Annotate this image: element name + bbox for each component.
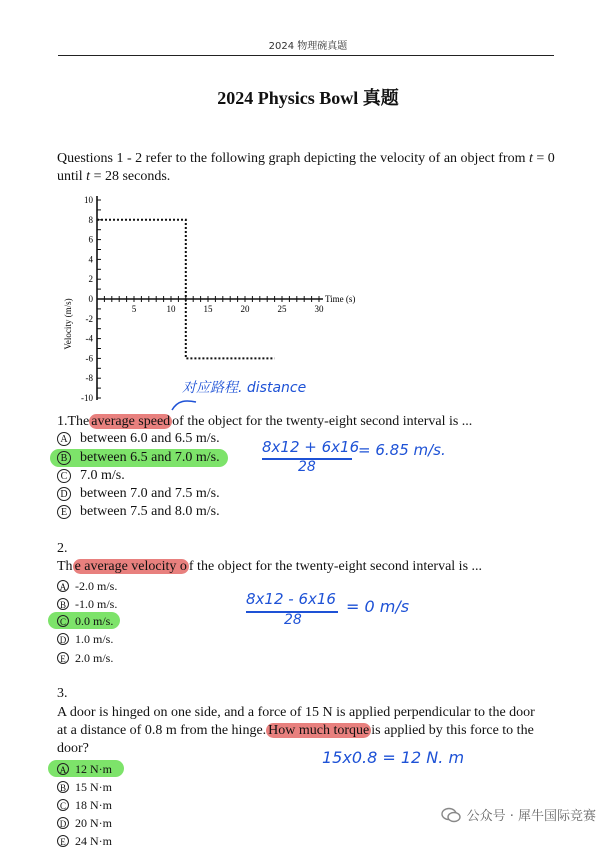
q1-stem: 1.The average speed of the object for the twenty-eight second interval is ... xyxy=(57,413,472,431)
chart-y-tick-label: 8 xyxy=(89,215,94,225)
q3-line3: door? xyxy=(57,740,89,758)
chart-x-tick-label: 20 xyxy=(241,304,251,314)
q1-option-a[interactable]: A between 6.0 and 6.5 m/s. xyxy=(57,430,220,448)
chart-xlabel: Time (s) xyxy=(325,294,355,304)
chart-y-tick-label: 4 xyxy=(89,254,94,264)
chart-y-tick-label: 6 xyxy=(89,235,94,245)
q2-work-result: = 0 m/s xyxy=(346,597,409,616)
q2-highlight: e average velocity o xyxy=(73,559,189,574)
chart-y-tick-label: -4 xyxy=(86,334,94,344)
q3-number: 3. xyxy=(57,685,68,703)
page-title: 2024 Physics Bowl 真题 xyxy=(0,84,616,110)
chart-ylabel: Velocity (m/s) xyxy=(63,298,73,349)
header-divider xyxy=(58,55,554,56)
q2-option-a[interactable]: A -2.0 m/s. xyxy=(57,577,117,595)
q3-line2: at a distance of 0.8 m from the hinge. How much torque is applied by this force to the xyxy=(57,722,534,740)
page-header: 2024 物理碗真题 xyxy=(0,37,616,52)
chart-x-tick-label: 10 xyxy=(167,304,177,314)
chart-x-tick-label: 25 xyxy=(278,304,288,314)
q1-option-b[interactable]: B between 6.5 and 7.0 m/s. xyxy=(57,449,220,467)
chart-y-tick-label: -10 xyxy=(81,393,93,403)
q3-work: 15x0.8 = 12 N. m xyxy=(322,748,464,767)
q2-stem: Th e average velocity o f the object for the twenty-eight second interval is ... xyxy=(57,558,482,576)
chart-y-tick-label: 2 xyxy=(89,274,94,284)
q3-line1: A door is hinged on one side, and a force of 15 N is applied perpendicular to the door xyxy=(57,704,535,722)
q1-option-e[interactable]: E between 7.5 and 8.0 m/s. xyxy=(57,503,220,521)
q1-option-c[interactable]: C 7.0 m/s. xyxy=(57,467,125,485)
q2-work-denominator: 28 xyxy=(284,612,302,628)
q2-option-e[interactable]: E 2.0 m/s. xyxy=(57,649,113,667)
q2-work-numerator: 8x12 - 6x16 xyxy=(246,590,336,608)
chart-series-velocity xyxy=(97,220,275,359)
q1-work-result: = 6.85 m/s. xyxy=(358,441,446,459)
q1-option-d[interactable]: D between 7.0 and 7.5 m/s. xyxy=(57,485,220,503)
wechat-icon xyxy=(441,807,461,823)
q3-option-a[interactable]: A 12 N·m xyxy=(57,760,112,778)
q2-option-c[interactable]: C 0.0 m/s. xyxy=(57,612,113,630)
chart-y-tick-label: -2 xyxy=(86,314,94,324)
chart-y-tick-label: 10 xyxy=(84,195,94,205)
chart-y-tick-label: 0 xyxy=(89,294,94,304)
q3-option-e[interactable]: E 24 N·m xyxy=(57,832,112,850)
chart-x-tick-label: 15 xyxy=(204,304,214,314)
q1-highlight: average speed xyxy=(89,414,172,429)
chart-x-tick-label: 5 xyxy=(132,304,137,314)
annotation-distance: 对应路程. distance xyxy=(182,377,306,397)
q3-option-c[interactable]: C 18 N·m xyxy=(57,796,112,814)
q3-option-d[interactable]: D 20 N·m xyxy=(57,814,112,832)
q1-work-numerator: 8x12 + 6x16 xyxy=(262,438,359,456)
chart-y-tick-label: -6 xyxy=(86,353,94,363)
q2-number: 2. xyxy=(57,540,68,558)
intro-paragraph: Questions 1 - 2 refer to the following graph depicting the velocity of an object from t = 0 until t = 28 seconds. xyxy=(57,150,557,186)
q3-option-b[interactable]: B 15 N·m xyxy=(57,778,112,796)
q2-option-d[interactable]: D 1.0 m/s. xyxy=(57,630,113,648)
q1-work-denominator: 28 xyxy=(298,459,316,475)
chart-y-tick-label: -8 xyxy=(86,373,94,383)
annotation-arrow xyxy=(170,398,200,412)
q3-highlight: How much torque xyxy=(266,723,371,738)
watermark: 公众号 · 犀牛国际竞赛 xyxy=(441,805,596,824)
chart-x-tick-label: 30 xyxy=(315,304,325,314)
q2-option-b[interactable]: B -1.0 m/s. xyxy=(57,595,117,613)
